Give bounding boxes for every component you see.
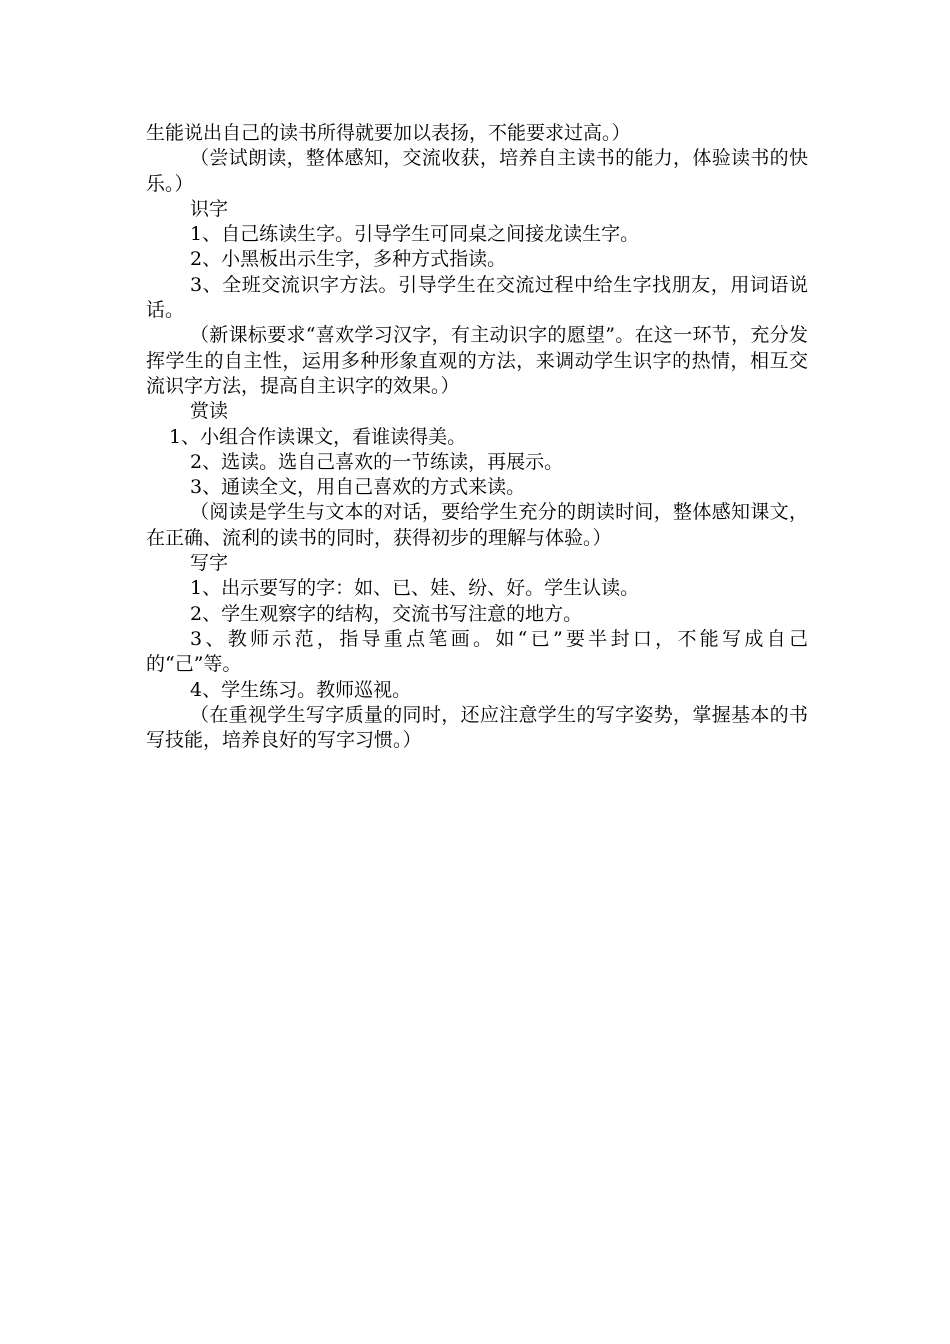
section-heading-appreciation-reading: 赏读 [190, 400, 229, 423]
list-item-writing-3: 3、教师示范，指导重点笔画。如“已”要半封口，不能写成自己的“己”等。 [146, 627, 808, 676]
paragraph-praise-note: 生能说出自己的读书所得就要加以表扬，不能要求过高。） [146, 122, 631, 144]
list-item-reading-2: 2、选读。选自己喜欢的一节练读，再展示。 [190, 450, 564, 473]
list-item-literacy-3: 3、全班交流识字方法。引导学生在交流过程中给生字找朋友，用词语说话。 [146, 273, 808, 322]
list-item-literacy-2: 2、小黑板出示生字，多种方式指读。 [190, 248, 507, 271]
list-item-reading-1: 1、小组合作读课文，看谁读得美。 [169, 425, 467, 448]
paragraph-trial-reading-note: （尝试朗读，整体感知，交流收获，培养自主读书的能力，体验读书的快乐。） [146, 147, 808, 195]
section-heading-writing: 写字 [190, 552, 229, 575]
list-item-literacy-1: 1、自己练读生字。引导学生可同桌之间接龙读生字。 [190, 223, 640, 246]
section-heading-literacy: 识字 [190, 197, 229, 220]
list-item-reading-3: 3、通读全文，用自己喜欢的方式来读。 [190, 476, 526, 499]
paragraph-literacy-note: （新课标要求“喜欢学习汉字，有主动识字的愿望”。在这一环节，充分发挥学生的自主性，运用多种形象直观的方法，来调动学生识字的热情，相互交流识字方法，提高自主识字的效果。） [146, 324, 808, 397]
document-body [146, 121, 808, 753]
list-item-writing-1: 1、出示要写的字：如、已、娃、纷、好。学生认读。 [190, 577, 640, 600]
paragraph-reading-note: （阅读是学生与文本的对话，要给学生充分的朗读时间，整体感知课文，在正确、流利的读书的同时，获得初步的理解与体验。） [146, 501, 808, 549]
paragraph-writing-note: （在重视学生写字质量的同时，还应注意学生的写字姿势，掌握基本的书写技能，培养良好的写字习惯。） [146, 703, 808, 752]
list-item-writing-4: 4、学生练习。教师巡视。 [190, 678, 412, 701]
list-item-writing-2: 2、学生观察字的结构，交流书写注意的地方。 [190, 602, 583, 625]
